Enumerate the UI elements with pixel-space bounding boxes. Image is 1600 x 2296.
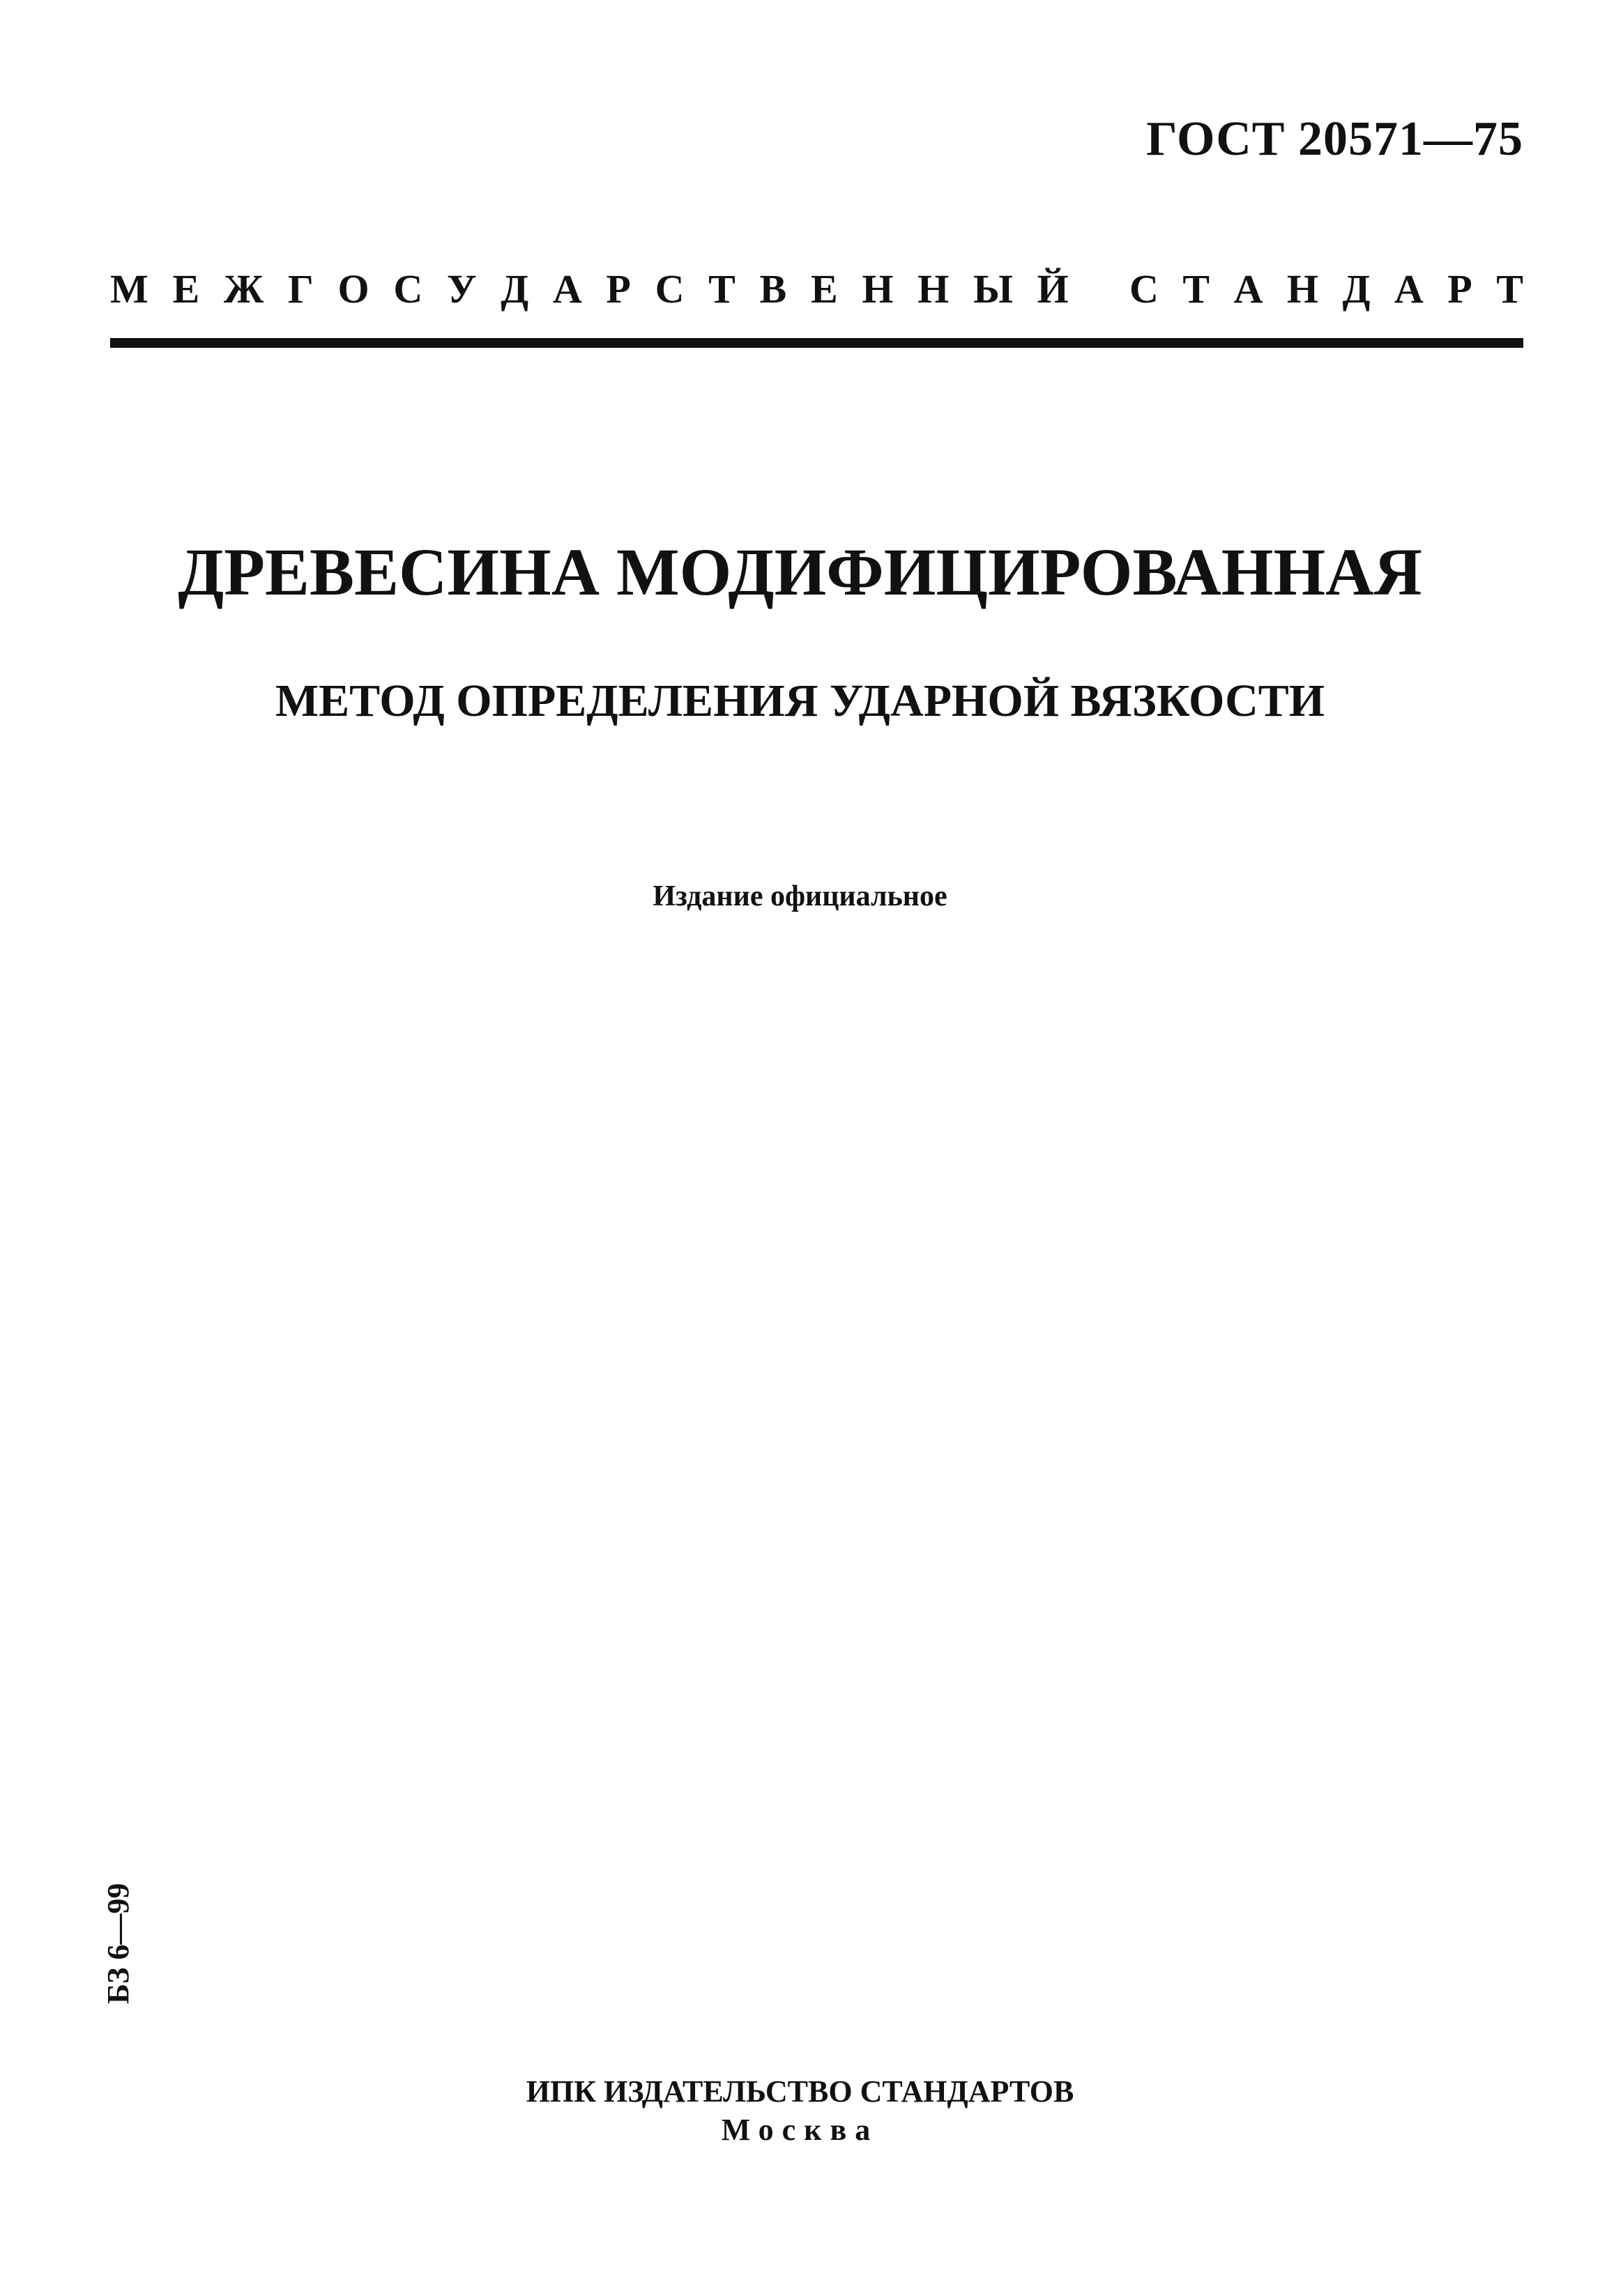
- document-title: ДРЕВЕСИНА МОДИФИЦИРОВАННАЯ: [178, 535, 1422, 609]
- header-letter: Д: [1342, 266, 1371, 312]
- header-divider-rule: [110, 338, 1523, 348]
- header-letter: Т: [708, 266, 736, 312]
- header-letter: Н: [917, 266, 950, 312]
- header-letter: С: [1129, 266, 1159, 312]
- document-subtitle: МЕТОД ОПРЕДЕЛЕНИЯ УДАРНОЙ ВЯЗКОСТИ: [275, 675, 1325, 726]
- side-catalog-code: БЗ 6—99: [101, 1883, 135, 2004]
- header-letter: У: [446, 266, 477, 312]
- header-letter: Й: [1037, 266, 1069, 312]
- header-letter: О: [337, 266, 369, 312]
- header-letter: Р: [606, 266, 631, 312]
- header-letter: Т: [1496, 266, 1523, 312]
- header-letter: Ы: [973, 266, 1013, 312]
- edition-note: Издание официальное: [653, 880, 947, 912]
- standard-type-text: [110, 261, 1523, 317]
- header-letter: Н: [862, 266, 894, 312]
- header-letter: Е: [810, 266, 838, 312]
- header-letter: М: [110, 266, 148, 312]
- header-letter: А: [552, 266, 582, 312]
- header-letter: Т: [1182, 266, 1210, 312]
- header-letter: Г: [287, 266, 314, 312]
- header-letter: А: [1394, 266, 1424, 312]
- header-letter: Р: [1447, 266, 1472, 312]
- header-word-standard: [1129, 261, 1523, 317]
- header-letter: С: [393, 266, 423, 312]
- header-letter: Н: [1286, 266, 1319, 312]
- header-letter: Е: [172, 266, 200, 312]
- header-letter: А: [1233, 266, 1263, 312]
- header-letter: В: [759, 266, 787, 312]
- header-letter: Д: [501, 266, 529, 312]
- standard-type-header: [110, 261, 1523, 317]
- publisher-city: Москва: [721, 2113, 879, 2147]
- header-word-interstate: [110, 261, 1069, 317]
- standard-number: ГОСТ 20571—75: [1146, 112, 1523, 166]
- publisher-name: ИПК ИЗДАТЕЛЬСТВО СТАНДАРТОВ: [526, 2074, 1074, 2109]
- header-letter: С: [655, 266, 685, 312]
- header-letter: Ж: [223, 266, 264, 312]
